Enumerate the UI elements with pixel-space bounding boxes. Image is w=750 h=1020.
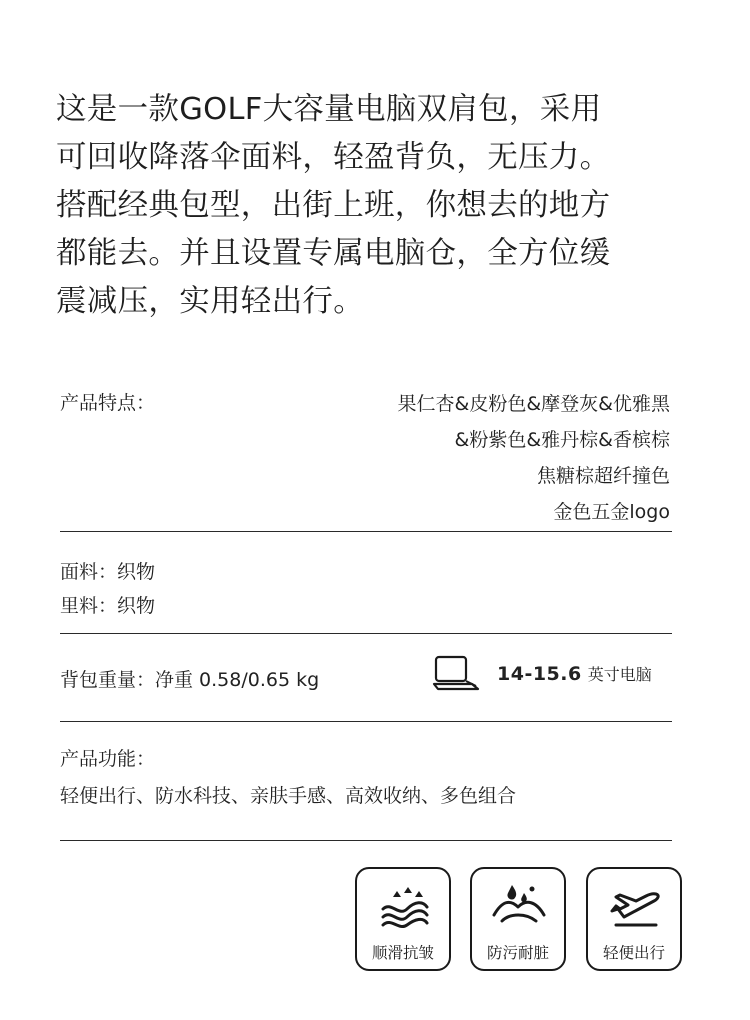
badge-label: 顺滑抗皱 xyxy=(371,944,434,962)
divider xyxy=(60,633,672,634)
intro-line: 这是一款GOLF大容量电脑双肩包，采用 xyxy=(56,92,602,127)
lining-material: 里料：织物 xyxy=(60,595,156,617)
outer-material: 面料：织物 xyxy=(60,561,156,583)
airplane-icon xyxy=(606,881,664,931)
intro-line: 都能去。并且设置专属电脑仓，全方位缓 xyxy=(56,236,611,271)
badge-wrinkle-resistant xyxy=(355,867,451,971)
badge-label: 防污耐脏 xyxy=(486,944,549,962)
functions-label: 产品功能： xyxy=(60,748,156,770)
intro-paragraph xyxy=(56,86,706,326)
feature-value: 果仁杏&皮粉色&摩登灰&优雅黑 xyxy=(397,393,670,415)
divider xyxy=(60,531,672,532)
laptop-size xyxy=(497,662,652,685)
feature-value: 焦糖棕超纤撞色 xyxy=(536,465,670,487)
functions-list: 轻便出行、防水科技、亲肤手感、高效收纳、多色组合 xyxy=(60,785,517,807)
intro-line: 可回收降落伞面料，轻盈背负，无压力。 xyxy=(56,140,611,175)
badge-label: 轻便出行 xyxy=(602,944,665,962)
laptop-size-value: 14-15.6 xyxy=(497,663,582,685)
weight-text: 背包重量：净重 0.58/0.65 kg xyxy=(60,669,320,691)
feature-value: &粉紫色&雅丹棕&香槟棕 xyxy=(454,429,670,451)
features-values xyxy=(398,386,670,530)
badge-lightweight-travel xyxy=(586,867,682,971)
laptop-icon xyxy=(432,655,482,693)
stain-resistant-icon xyxy=(490,881,548,931)
features-label: 产品特点： xyxy=(60,392,156,414)
intro-line: 搭配经典包型，出街上班，你想去的地方 xyxy=(56,188,611,223)
divider xyxy=(60,840,672,841)
intro-line: 震减压，实用轻出行。 xyxy=(56,284,364,319)
badge-stain-resistant xyxy=(470,867,566,971)
wrinkle-resistant-icon xyxy=(375,881,433,931)
divider xyxy=(60,721,672,722)
feature-value: 金色五金logo xyxy=(553,501,670,523)
laptop-size-unit: 英寸电脑 xyxy=(587,665,652,684)
